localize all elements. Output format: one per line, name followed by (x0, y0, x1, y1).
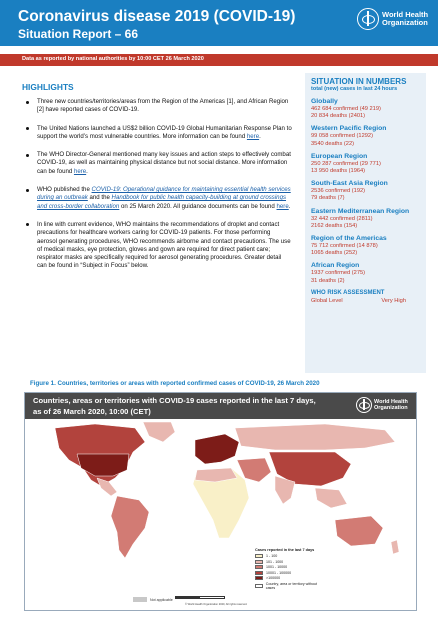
who-emblem-icon (357, 8, 379, 30)
operational-guidance-link[interactable]: COVID-19: Operational guidance for maintaining essential health services during an outbreak (37, 186, 291, 202)
here-link[interactable]: here (73, 167, 87, 175)
region-confirmed: 462 684 confirmed (49 219) (311, 106, 381, 112)
legend-label: >100000 (266, 576, 281, 580)
legend-item (255, 554, 325, 558)
region-european (311, 153, 420, 175)
legend-title: Cases reported in the last 7 days (255, 548, 315, 552)
situation-in-numbers-panel (305, 73, 426, 373)
not-applicable-swatch (133, 597, 147, 602)
data-note-bar (0, 54, 438, 66)
region-name: African Region (311, 262, 360, 270)
bullet-text: on 25 March 2020. All guidance documents can be found (119, 202, 277, 210)
list-item (24, 151, 292, 176)
legend-label: 101 - 1000 (266, 559, 284, 564)
legend-label: 1001 - 10000 (266, 565, 288, 569)
report-subtitle: Situation Report – 66 (18, 27, 139, 41)
bullet-text-end: . (288, 202, 291, 210)
bullet-text: and the (87, 194, 112, 202)
list-item (24, 221, 292, 271)
bullet-text: The WHO Director-General mentioned many key issues and action steps to effectively combat COVID-19, as well as maintaining physical distance but not social distance. More information can be found (37, 151, 291, 175)
region-confirmed: 32 442 confirmed (2811) (311, 215, 373, 222)
legend-swatch (255, 554, 263, 558)
legend-swatch (255, 584, 263, 588)
map-title: Countries, areas or territories with COVID-19 cases reported in the last 7 days, (33, 396, 316, 405)
map-copyright: © World Health Organization 2020, All rights reserved. (185, 603, 248, 606)
legend-label: Country, area or territory without cases (265, 582, 318, 590)
cases-world-map (24, 392, 417, 611)
legend-swatch (255, 571, 263, 575)
region-name: Western Pacific Region (311, 125, 387, 133)
region-deaths: 20 834 deaths (2401) (311, 113, 366, 120)
here-link[interactable]: here (276, 202, 289, 210)
bullet-text: Three new countries/territories/areas from the Region of the Americas [1], and African Region [2] have reported cases of COVID-19. (37, 98, 289, 114)
risk-label: Global Level (311, 297, 343, 304)
region-name: Eastern Mediterranean Region (311, 207, 410, 215)
region-confirmed: 99 058 confirmed (1292) (311, 133, 373, 140)
region-deaths: 3540 deaths (22) (311, 140, 355, 147)
legend-swatch (255, 560, 263, 564)
bullet-text-end: . (259, 132, 261, 140)
figure-caption: Figure 1. Countries, territories or areas with reported confirmed cases of COVID-19, 26 March 2020 (30, 380, 320, 387)
map-header (25, 393, 416, 419)
risk-value: Very High (381, 297, 406, 304)
data-note: Data as reported by national authorities by 10:00 CET 26 March 2020 (22, 56, 204, 62)
world-map-graphic (25, 420, 417, 565)
region-globally (311, 98, 420, 120)
legend-swatch (255, 565, 263, 569)
region-confirmed: 250 287 confirmed (29 771) (311, 160, 381, 167)
map-legend (255, 548, 325, 592)
legend-item (255, 576, 325, 580)
legend-label: 10001 - 100000 (266, 570, 292, 575)
who-logo (357, 8, 430, 30)
risk-assessment-row (311, 298, 420, 304)
region-deaths: 13 950 deaths (1964) (311, 168, 366, 175)
region-deaths: 79 deaths (7) (311, 195, 345, 202)
who-logo-text: World Health Organization (382, 9, 429, 27)
region-americas (311, 235, 420, 257)
not-applicable-label: Not applicable (150, 597, 173, 602)
legend-item (255, 571, 325, 575)
region-deaths: 31 deaths (2) (311, 277, 345, 284)
risk-assessment-title: WHO RISK ASSESSMENT (311, 289, 385, 296)
numbers-subtitle: total (new) cases in last 24 hours (311, 86, 398, 92)
map-who-logo (356, 397, 410, 413)
legend-item (255, 582, 325, 590)
region-name: Region of the Americas (311, 235, 387, 243)
region-south-east-asia (311, 180, 420, 202)
region-name: European Region (311, 152, 368, 160)
list-item (24, 98, 292, 115)
legend-label: 1 - 100 (266, 554, 278, 558)
list-item (24, 125, 292, 142)
region-deaths: 2162 deaths (154) (311, 222, 358, 229)
highlights-list (24, 98, 292, 281)
region-western-pacific (311, 125, 420, 147)
region-confirmed: 1937 confirmed (275) (311, 270, 366, 277)
region-confirmed: 75 712 confirmed (14 878) (311, 243, 378, 250)
here-link[interactable]: here (246, 132, 260, 140)
numbers-title: SITUATION IN NUMBERS (311, 77, 407, 86)
handbook-link[interactable]: Handbook for public health capacity-building at ground crossings and cross-border collaboration (37, 194, 287, 210)
legend-item (255, 565, 325, 569)
bullet-text: In line with current evidence, WHO maintains the recommendations of droplet and contact precautions for healthcare workers caring for COVID-19 patients. For those performing aerosol generating procedures, WHO recommends airborne and contact precautions. The use of medical masks, eye protection, gloves and gown are required for direct patient care; respirator masks are specifically required for aerosol generating procedures. Greater detail can be found in “Subject in Focus” below. (37, 220, 291, 270)
region-deaths: 1065 deaths (252) (311, 250, 358, 257)
report-banner (0, 0, 438, 46)
report-title: Coronavirus disease 2019 (COVID-19) (18, 8, 296, 25)
highlights-heading: HIGHLIGHTS (22, 82, 74, 92)
bullet-text-end: . (86, 167, 88, 175)
region-african (311, 262, 420, 284)
bullet-text: The United Nations launched a US$2 billion COVID-19 Global Humanitarian Response Plan to support the world’s most vulnerable countries. More information can be found (37, 124, 292, 140)
legend-item (255, 560, 325, 564)
bullet-text: WHO published the (37, 186, 92, 194)
list-item (24, 186, 292, 211)
map-logo-text: World Health Organization (374, 398, 408, 411)
map-title-date: as of 26 March 2020, 10:00 (CET) (33, 407, 151, 416)
map-scale-bar (175, 596, 225, 599)
region-name: South-East Asia Region (311, 180, 388, 188)
not-applicable-key (133, 597, 173, 602)
who-emblem-icon (356, 397, 372, 413)
region-name: Globally (311, 98, 338, 105)
region-confirmed: 2536 confirmed (192) (311, 188, 366, 195)
region-eastern-mediterranean (311, 208, 420, 230)
legend-swatch (255, 576, 263, 580)
